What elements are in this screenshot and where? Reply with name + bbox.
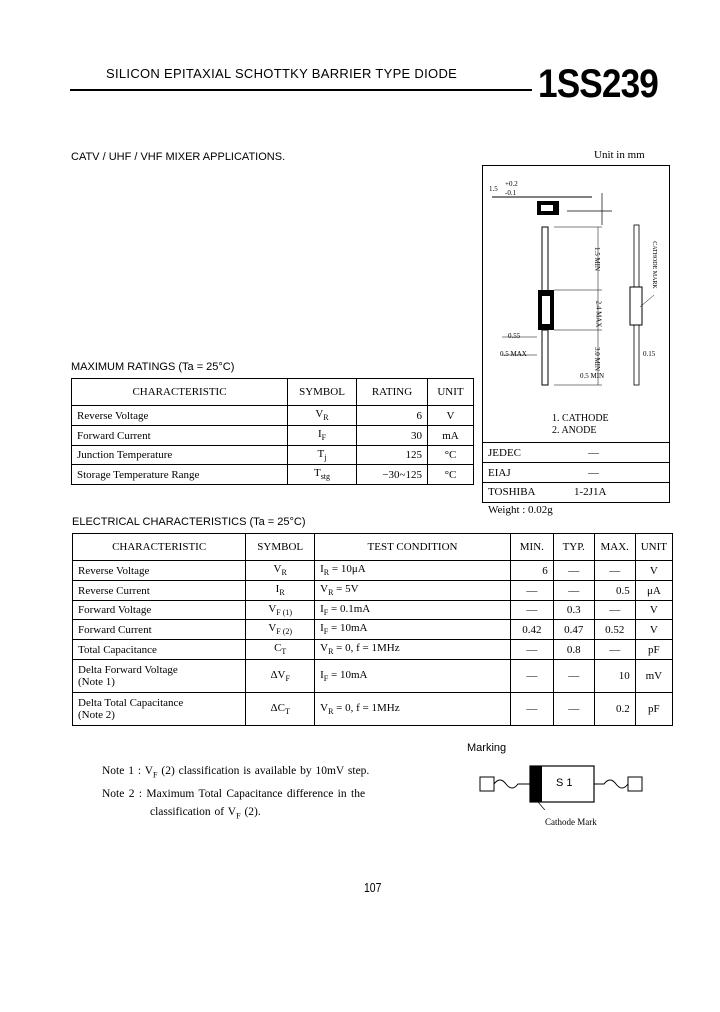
ec-condition: $V_R = 0$, f = 1MHz xyxy=(315,693,511,726)
ec-unit: V xyxy=(635,601,672,620)
dim-5: 0.5 MAX xyxy=(500,350,527,358)
ec-min: — xyxy=(510,693,553,726)
ec-symbol: $C_T$ xyxy=(246,640,315,660)
cathode-band xyxy=(530,766,542,802)
ec-condition: $I_F = 10mA$ xyxy=(315,620,511,640)
note-2: Note 2 : Maximum Total Capacitance difference in the xyxy=(102,788,366,800)
dim-4: 0.55 xyxy=(508,332,521,340)
table-row xyxy=(72,446,474,465)
pin1-label: 1. CATHODE xyxy=(552,413,609,424)
note-2-cont: classification of $V_F$ (2). xyxy=(150,806,261,821)
ec-max: 10 xyxy=(594,660,635,693)
mr-symbol: $T_j$ xyxy=(288,446,357,465)
ec-min: — xyxy=(510,601,553,620)
ec-symbol: $V_{F (1)}$ xyxy=(246,601,315,620)
ec-condition: $I_F = 10mA$ xyxy=(315,660,511,693)
mr-symbol: $T_{stg}$ xyxy=(288,465,357,485)
table-row xyxy=(73,693,673,726)
ec-condition: $I_R = 10\mu A$ xyxy=(315,561,511,581)
ec-symbol: $\Delta C_T$ xyxy=(246,693,315,726)
mr-symbol: $V_R$ xyxy=(288,406,357,426)
marking-label: Marking xyxy=(467,742,507,754)
mr-symbol: $I_F$ xyxy=(288,426,357,446)
ec-unit: V xyxy=(635,561,672,581)
ec-unit: V xyxy=(635,620,672,640)
ec-col-unit: UNIT xyxy=(635,534,672,561)
elec-table xyxy=(72,533,673,726)
dim-9: +0.2 xyxy=(505,180,518,188)
ec-typ: 0.47 xyxy=(553,620,594,640)
table-row xyxy=(73,620,673,640)
table-row xyxy=(72,465,474,485)
mr-char: Junction Temperature xyxy=(72,446,288,465)
dim-3: 3.0 MIN xyxy=(593,346,602,372)
max-ratings-heading: MAXIMUM RATINGS (Ta = 25°C) xyxy=(71,361,235,373)
dim-10: -0.1 xyxy=(505,189,517,197)
mr-col-unit: UNIT xyxy=(428,379,474,406)
table-row xyxy=(73,640,673,660)
ec-char: Reverse Current xyxy=(73,581,246,601)
part-number: 1SS239 xyxy=(538,62,658,106)
ec-col-max: MAX. xyxy=(594,534,635,561)
ec-max: — xyxy=(594,640,635,660)
mr-char: Forward Current xyxy=(72,426,288,446)
package-weight: Weight : 0.02g xyxy=(488,504,553,516)
ec-typ: 0.8 xyxy=(553,640,594,660)
pkg-row-toshiba-value: 1-2J1A xyxy=(574,486,607,498)
ec-col-condition: TEST CONDITION xyxy=(315,534,511,561)
ec-col-typ: TYP. xyxy=(553,534,594,561)
ec-symbol: $V_{F (2)}$ xyxy=(246,620,315,640)
ec-max: 0.52 xyxy=(594,620,635,640)
ec-char: Reverse Voltage xyxy=(73,561,246,581)
mr-unit: °C xyxy=(428,446,474,465)
ec-unit: mV xyxy=(635,660,672,693)
pkg-row-jedec-value: — xyxy=(588,447,599,459)
ec-char: Forward Current xyxy=(73,620,246,640)
table-row xyxy=(73,561,673,581)
pkg-row-jedec-label: JEDEC xyxy=(488,447,521,459)
ec-char: Delta Total Capacitance (Note 2) xyxy=(73,693,246,726)
ec-min: 0.42 xyxy=(510,620,553,640)
ec-min: — xyxy=(510,660,553,693)
pkg-row-toshiba-label: TOSHIBA xyxy=(488,486,536,498)
ec-max: 0.2 xyxy=(594,693,635,726)
ec-col-min: MIN. xyxy=(510,534,553,561)
pkg-row-eiaj-value: — xyxy=(588,467,599,479)
ec-unit: pF xyxy=(635,693,672,726)
mr-char: Storage Temperature Range xyxy=(72,465,288,485)
ec-max: — xyxy=(594,561,635,581)
ec-typ: 0.3 xyxy=(553,601,594,620)
table-row xyxy=(73,601,673,620)
application-line: CATV / UHF / VHF MIXER APPLICATIONS. xyxy=(71,151,286,163)
ec-min: — xyxy=(510,581,553,601)
ec-condition: $V_R = 5V$ xyxy=(315,581,511,601)
dim-8: CATHODE MARK xyxy=(650,241,657,289)
mr-col-characteristic: CHARACTERISTIC xyxy=(72,379,288,406)
mr-rating: 125 xyxy=(357,446,428,465)
ec-max: 0.5 xyxy=(594,581,635,601)
ec-symbol: $\Delta V_F$ xyxy=(246,660,315,693)
mr-unit: mA xyxy=(428,426,474,446)
mr-col-symbol: SYMBOL xyxy=(288,379,357,406)
side-view-body xyxy=(630,287,642,325)
unit-label: Unit in mm xyxy=(594,149,645,161)
ec-min: 6 xyxy=(510,561,553,581)
mr-unit: V xyxy=(428,406,474,426)
side-view-lead xyxy=(634,225,639,287)
ec-typ: — xyxy=(553,561,594,581)
ec-max: — xyxy=(594,601,635,620)
ec-min: — xyxy=(510,640,553,660)
ec-char: Forward Voltage xyxy=(73,601,246,620)
lead-upper xyxy=(542,227,548,292)
document-title: SILICON EPITAXIAL SCHOTTKY BARRIER TYPE DIODE xyxy=(106,66,458,81)
max-ratings-table xyxy=(71,378,474,485)
cathode-mark-label: Cathode Mark xyxy=(545,817,597,827)
title-rule xyxy=(70,89,532,91)
package-drawing xyxy=(482,165,668,435)
mr-rating: −30~125 xyxy=(357,465,428,485)
ec-typ: — xyxy=(553,693,594,726)
ec-symbol: $V_R$ xyxy=(246,561,315,581)
ec-col-symbol: SYMBOL xyxy=(246,534,315,561)
marking-code: S 1 xyxy=(556,777,573,789)
mr-char: Reverse Voltage xyxy=(72,406,288,426)
dim-1: 1.5 MIN xyxy=(593,246,602,272)
dim-11: 1.5 xyxy=(489,185,498,193)
ec-typ: — xyxy=(553,581,594,601)
ec-condition: $V_R = 0$, f = 1MHz xyxy=(315,640,511,660)
ec-col-characteristic: CHARACTERISTIC xyxy=(73,534,246,561)
pin2-label: 2. ANODE xyxy=(552,425,597,436)
table-row xyxy=(73,660,673,693)
dim-6: 0.5 MIN xyxy=(580,372,605,380)
ec-char: Total Capacitance xyxy=(73,640,246,660)
ec-condition: $I_F = 0.1mA$ xyxy=(315,601,511,620)
page-number: 107 xyxy=(364,880,382,895)
mr-unit: °C xyxy=(428,465,474,485)
lead-lower xyxy=(542,330,548,385)
table-row xyxy=(72,406,474,426)
ec-unit: pF xyxy=(635,640,672,660)
note-1: Note 1 : $V_F$ (2) classification is available by 10mV step. xyxy=(102,765,370,780)
dim-2: 2.4 MAX xyxy=(594,300,603,328)
ec-typ: — xyxy=(553,660,594,693)
table-row xyxy=(72,426,474,446)
ec-char: Delta Forward Voltage (Note 1) xyxy=(73,660,246,693)
ec-unit: μA xyxy=(635,581,672,601)
mr-rating: 6 xyxy=(357,406,428,426)
elec-heading: ELECTRICAL CHARACTERISTICS (Ta = 25°C) xyxy=(72,516,306,528)
mr-rating: 30 xyxy=(357,426,428,446)
dim-7: 0.15 xyxy=(643,350,656,358)
pkg-row-eiaj-label: EIAJ xyxy=(488,467,511,479)
mr-col-rating: RATING xyxy=(357,379,428,406)
ec-symbol: $I_R$ xyxy=(246,581,315,601)
table-row xyxy=(73,581,673,601)
